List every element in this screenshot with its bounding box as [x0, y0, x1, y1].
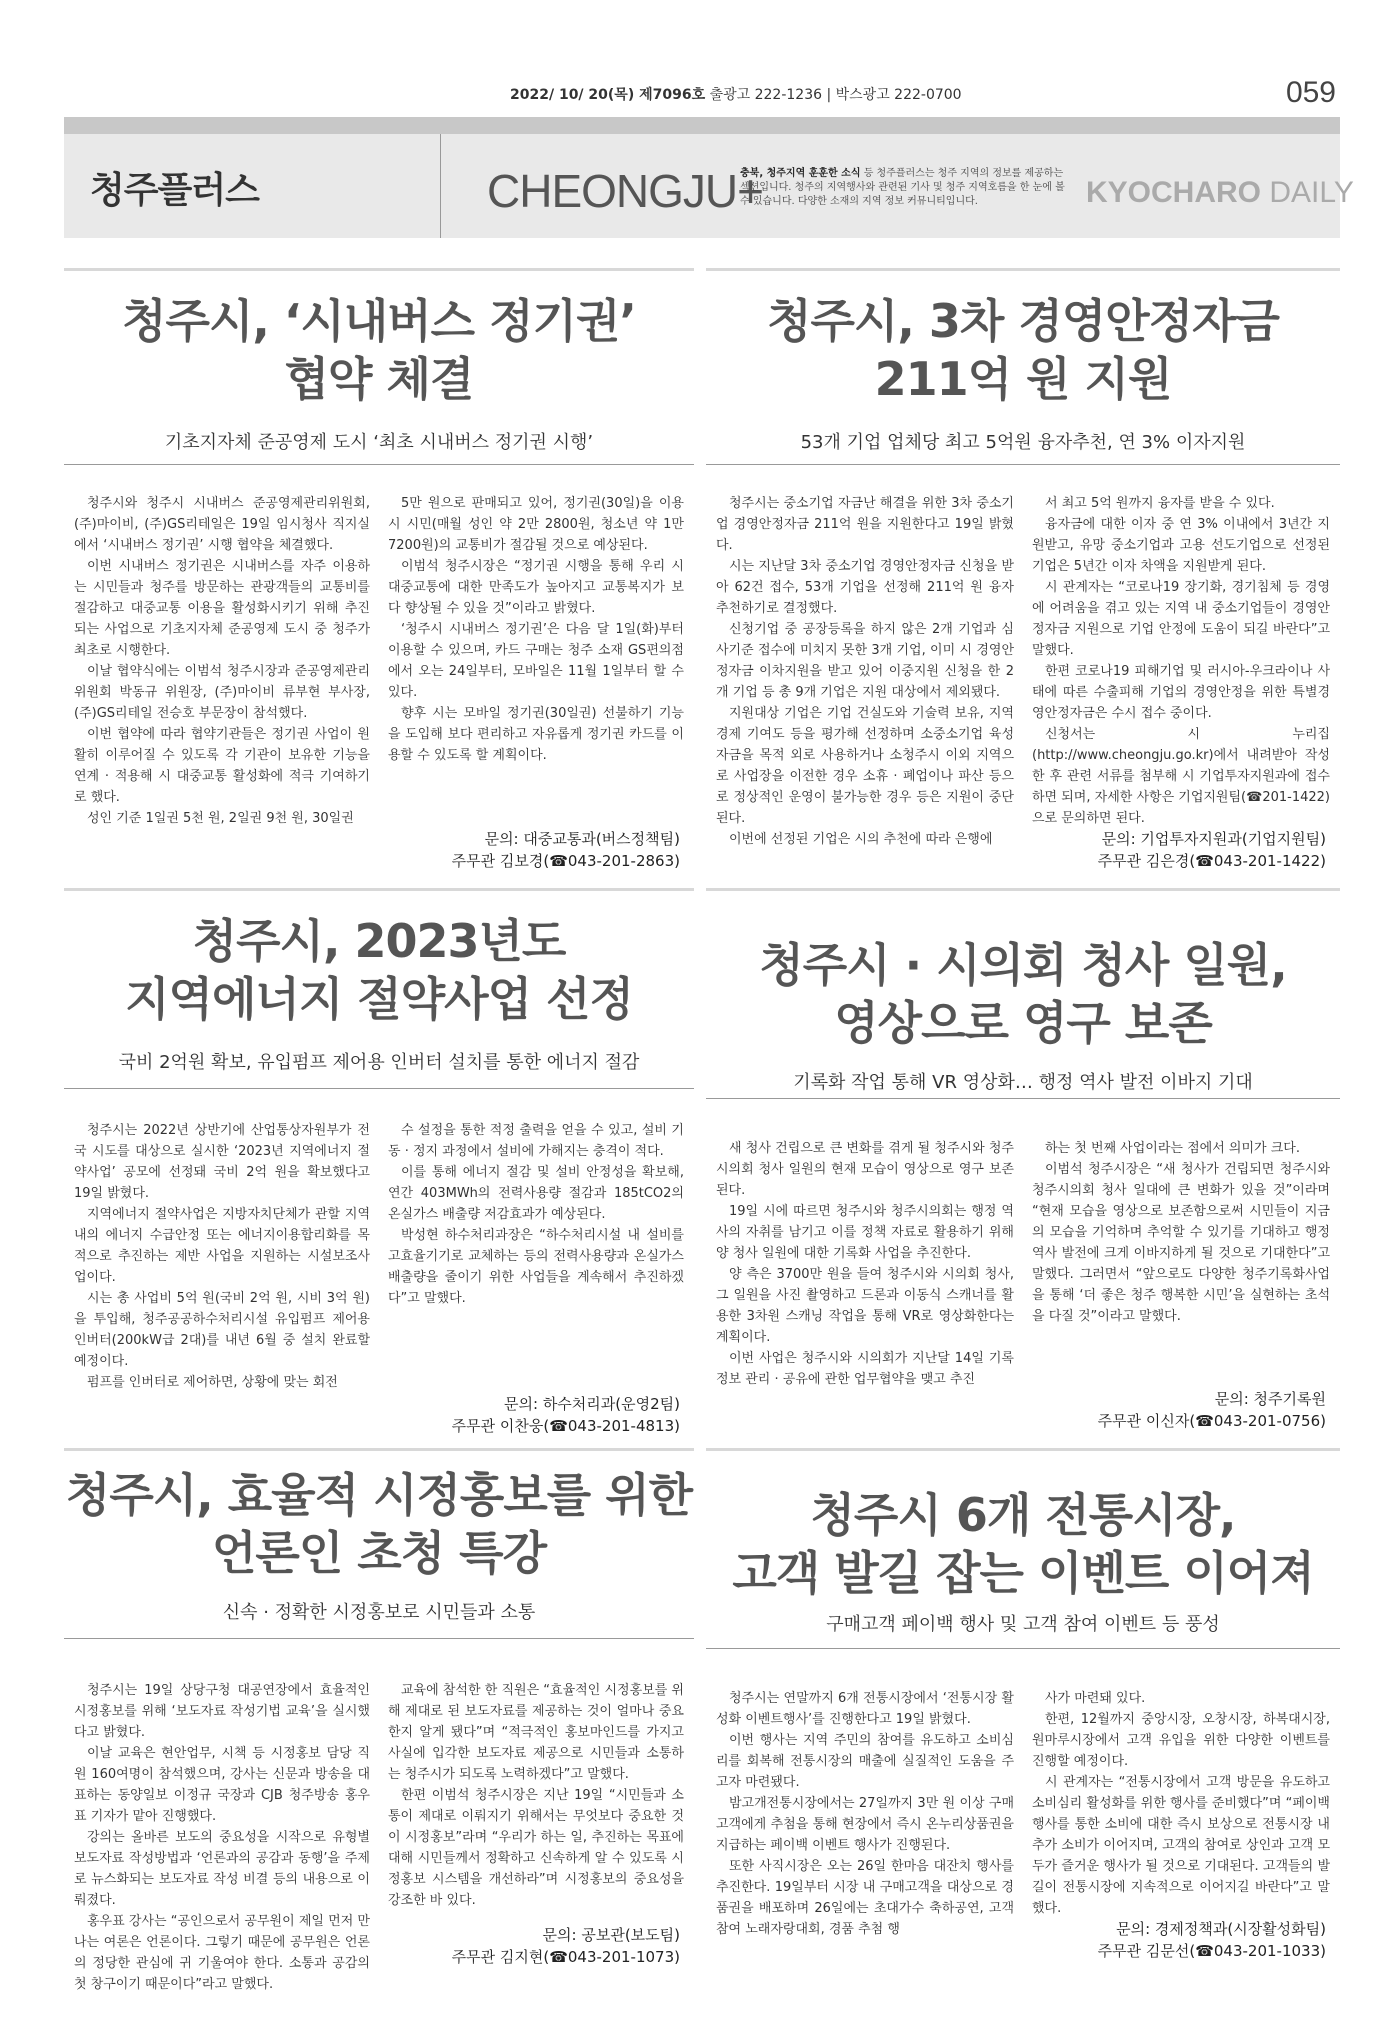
subheadline-divider — [706, 1648, 1340, 1649]
body-paragraph: 펌프를 인버터로 제어하면, 상황에 맞는 회전 — [87, 1375, 338, 1390]
contact-person: 주무관 이신자(☎043-201-0756) — [1097, 1412, 1326, 1430]
body-paragraph: 시는 지난달 3차 중소기업 경영안정자금 신청을 받아 62건 접수, 53개 기업을 선정해 211억 원 융자 추천하기로 결정했다. — [716, 559, 1014, 616]
body-paragraph: 새 청사 건립으로 큰 변화를 겪게 될 청주시와 청주시의회 청사 일원의 현재 모습이 영상으로 영구 보존된다. — [716, 1141, 1014, 1198]
body-paragraph: 청주시는 중소기업 자금난 해결을 위한 3차 중소기업 경영안정자금 211억 원을 지원한다고 19일 밝혔다. — [716, 496, 1014, 553]
subheadline-divider — [64, 1088, 694, 1089]
body-paragraph: 지역에너지 절약사업은 지방자치단체가 관할 지역 내의 에너지 수급안정 또는 에너지이용합리화를 목적으로 추진하는 제반 사업을 지원하는 시설보조사업이다. — [74, 1207, 370, 1285]
body-paragraph: 이를 통해 에너지 절감 및 설비 안정성을 확보해, 연간 403MWh의 전력사용량 절감과 185tCO2의 온실가스 배출량 저감효과가 예상된다. — [388, 1165, 684, 1222]
section-blurb — [740, 167, 1072, 209]
issue-line — [510, 84, 962, 104]
article-subheadline — [64, 428, 694, 454]
article-body — [716, 1138, 1330, 1408]
article-top-rule — [706, 888, 1340, 891]
article-markets — [706, 1448, 1340, 2008]
body-paragraph: 이범석 청주시장은 “새 청사가 건립되면 청주시와 청주시의회 청사 일대에 큰 변화가 있을 것”이라며 “현재 모습을 영상으로 보존함으로써 시민들이 지금의 모습을 기억하며 추억할 수 있기를 기대하고 행정 역사 발전에 크게 이바지하게 될 것으로 기대한다”고 말했다. 그러면서 “앞으로도 다양한 청주기록화사업을 통해 ‘더 좋은 청주 행복한 시민’을 실현하는 초석을 다질 것”이라고 말했다. — [1032, 1162, 1330, 1324]
subheadline-text: 기초지자체 준공영제 도시 ‘최초 시내버스 정기권 시행’ — [164, 432, 594, 453]
article-top-rule — [706, 1448, 1340, 1451]
subheadline-text: 구매고객 페이백 행사 및 고객 참여 이벤트 등 풍성 — [826, 1614, 1220, 1635]
article-body — [716, 493, 1330, 883]
body-paragraph: 향후 시는 모바일 정기권(30일권) 선불하기 기능을 도입해 보다 편리하고 자유롭게 정기권 카드를 이용할 수 있도록 할 계획이다. — [388, 706, 684, 763]
body-paragraph: 이번 사업은 청주시와 시의회가 지난달 14일 기록정보 관리 · 공유에 관한 업무협약을 맺고 추진 — [716, 1351, 1014, 1387]
issue-date: 2022/ 10/ 20(목) 제7096호 — [510, 87, 706, 103]
article-headline — [706, 292, 1340, 408]
contact-person: 주무관 이찬웅(☎043-201-4813) — [451, 1417, 680, 1435]
blurb-text: 등 청주플러스는 청주 지역의 정보를 제공하는 섹션입니다. 청주의 지역행사와 관련된 기사 및 청주 지역호름을 한 눈에 볼 수 있습니다. 다양한 소재의 지역 정보 커뮤니티입니다. — [740, 168, 1065, 207]
body-paragraph: 청주시와 청주시 시내버스 준공영제관리위원회, (주)마이비, (주)GS리테일은 19일 임시청사 직지실에서 ‘시내버스 정기권’ 시행 협약을 체결했다. — [74, 496, 370, 553]
body-paragraph: 신청기업 중 공장등록을 하지 않은 2개 기업과 심사기준 접수에 미치지 못한 3개 기업, 이미 시 경영안정자금 이차지원을 받고 있어 이중지원 신청을 한 2개 기업 등 총 9개 기업은 지원 대상에서 제외됐다. — [716, 622, 1014, 700]
article-headline — [64, 912, 694, 1028]
paper-logo-bold: KYOCHARO — [1086, 176, 1262, 209]
headline-line: 청주시 · 시의회 청사 일원, — [759, 938, 1287, 992]
body-paragraph: 지원대상 기업은 기업 건실도와 기술력 보유, 지역경제 기여도 등을 평가해 선정하며 소중소기업 육성자금을 목적 외로 사용하거나 소청주시 이외 지역으로 사업장을 이전한 경우 소휴 · 폐업이나 파산 등으로 정상적인 운영이 불가능한 경우 등은 지원이 중단된다. — [716, 706, 1014, 826]
body-paragraph: 5만 원으로 판매되고 있어, 정기권(30일)을 이용 시 시민(매월 성인 약 2만 2800원, 청소년 약 1만 7200원)의 교통비가 절감될 것으로 예상된다. — [388, 496, 684, 553]
body-paragraph: 강의는 올바른 보도의 중요성을 시작으로 유형별 보도자료 작성방법과 ‘언론과의 공감과 동행’을 주제로 뉴스화되는 보도자료 작성 비결 등의 내용으로 이뤄졌다. — [74, 1830, 370, 1908]
paper-logo — [1086, 176, 1354, 210]
headline-line: 청주시, ‘시내버스 정기권’ — [122, 294, 636, 348]
article-headline — [706, 1486, 1340, 1602]
body-paragraph: 밤고개전통시장에서는 27일까지 3만 원 이상 구매고객에게 추첨을 통해 현장에서 즉시 온누리상품권을 지급하는 페이백 이벤트 행사가 진행된다. — [716, 1796, 1014, 1853]
body-paragraph: 융자금에 대한 이자 중 연 3% 이내에서 3년간 지원받고, 유망 중소기업과 고용 선도기업으로 선정된 기업은 5년간 이자 차액을 지원받게 된다. — [1032, 517, 1330, 574]
subheadline-text: 국비 2억원 확보, 유입펌프 제어용 인버터 설치를 통한 에너지 절감 — [118, 1052, 640, 1073]
article-subheadline — [64, 1598, 694, 1624]
article-subheadline — [706, 1068, 1340, 1094]
body-column — [388, 1680, 684, 1945]
subheadline-divider — [706, 1098, 1340, 1099]
header-divider — [440, 134, 441, 238]
body-paragraph: 양 측은 3700만 원을 들여 청주시와 시의회 청사, 그 일원을 사진 촬영하고 드론과 이동식 스캐너를 활용한 3차원 스캐닝 작업을 통해 VR로 영상화한다는 계획이다. — [716, 1267, 1014, 1345]
body-paragraph: 이번 행사는 지역 주민의 참여를 유도하고 소비심리를 회복해 전통시장의 매출에 실질적인 도움을 주고자 마련됐다. — [716, 1733, 1014, 1790]
article-press-lecture — [64, 1448, 694, 2008]
contact-department: 문의: 경제정책과(시장활성화팀) — [1116, 1920, 1326, 1938]
body-paragraph: 교육에 참석한 한 직원은 “효율적인 시정홍보를 위해 제대로 된 보도자료를 제공하는 것이 얼마나 중요한지 알게 됐다”며 “적극적인 홍보마인드를 가지고 사실에 입각한 보도자료 제공으로 시민들과 소통하는 청주시가 되도록 노력하겠다”고 말했다. — [388, 1683, 684, 1782]
article-headline — [64, 1466, 694, 1582]
article-stabilization-fund — [706, 268, 1340, 888]
body-column — [716, 1688, 1014, 1938]
body-paragraph: 수 설정을 통한 적정 출력을 얻을 수 있고, 설비 기동 · 정지 과정에서 설비에 가해지는 충격이 적다. — [388, 1123, 684, 1159]
article-top-rule — [64, 888, 694, 891]
contact-department: 문의: 하수처리과(운영2팀) — [504, 1395, 680, 1413]
body-paragraph: 시 관계자는 “전통시장에서 고객 방문을 유도하고 소비심리 활성화를 위한 행사를 준비했다”며 “페이백 행사를 통한 소비에 대한 즉시 보상으로 전통시장 내 추가 소비가 이어지며, 고객의 참여로 상인과 고객 모두가 즐거운 행사가 될 것으로 기대된다. 고객들의 발길이 전통시장에 지속적으로 이어지길 바란다”고 말했다. — [1032, 1775, 1330, 1916]
body-paragraph: 또한 사직시장은 오는 26일 한마음 대잔치 행사를 추진한다. 19일부터 시장 내 구매고객을 대상으로 경품권을 배포하며 26일에는 초대가수 축하공연, 고객 참여 노래자랑대회, 경품 추첨 행 — [716, 1859, 1014, 1937]
article-contact — [1098, 1918, 1326, 1962]
body-paragraph: 한편, 12월까지 중앙시장, 오창시장, 하복대시장, 원마루시장에서 고객 유입을 위한 다양한 이벤트를 진행할 예정이다. — [1032, 1712, 1330, 1769]
page-number: 059 — [1285, 76, 1336, 109]
ad-info: 출광고 222-1236 | 박스광고 222-0700 — [709, 87, 962, 103]
body-column — [716, 1138, 1014, 1408]
body-column — [74, 1120, 370, 1390]
headline-line: 청주시, 효율적 시정홍보를 위한 — [65, 1468, 693, 1522]
body-paragraph: 홍우표 강사는 “공인으로서 공무원이 제일 먼저 만나는 여론은 언론이다. 그렇기 때문에 공무원은 언론의 정당한 관심에 귀 기울여야 한다. 소통과 공감의 첫 창구이기 때문이다”라고 말했다. — [74, 1914, 370, 1992]
contact-person: 주무관 김보경(☎043-201-2863) — [451, 852, 680, 870]
body-paragraph: 박성현 하수처리과장은 “하수처리시설 내 설비를 고효율기기로 교체하는 등의 전력사용량과 온실가스 배출량을 줄이기 위한 사업들을 계속해서 추진하겠다”고 말했다. — [388, 1228, 684, 1306]
subheadline-text: 53개 기업 업체당 최고 5억원 융자추천, 연 3% 이자지원 — [800, 432, 1246, 453]
article-vr-archive — [706, 888, 1340, 1448]
headline-line: 언론인 초청 특강 — [211, 1526, 547, 1580]
subheadline-divider — [64, 464, 694, 465]
article-top-rule — [706, 268, 1340, 271]
body-paragraph: 시 관계자는 “코로나19 장기화, 경기침체 등 경영에 어려움을 겪고 있는 지역 내 중소기업들이 경영안정자금 지원으로 기업 안정에 도움이 되길 바란다”고 말했다. — [1032, 580, 1330, 658]
headline-line: 청주시 6개 전통시장, — [810, 1488, 1236, 1542]
body-paragraph: 한편 코로나19 피해기업 및 러시아-우크라이나 사태에 따른 수출피해 기업의 경영안정을 위한 특별경영안정자금은 수시 접수 중이다. — [1032, 664, 1330, 721]
subheadline-divider — [64, 1638, 694, 1639]
headline-line: 협약 체결 — [284, 352, 474, 406]
body-column — [1032, 493, 1330, 883]
body-column — [716, 493, 1014, 883]
article-subheadline — [64, 1048, 694, 1074]
body-paragraph: 이날 협약식에는 이범석 청주시장과 준공영제관리위원회 박동규 위원장, (주)마이비 류부현 부사장, (주)GS리테일 전승호 부문장이 참석했다. — [74, 664, 370, 721]
body-column — [388, 493, 684, 883]
body-column — [74, 1680, 370, 1992]
contact-person: 주무관 김지현(☎043-201-1073) — [451, 1948, 680, 1966]
body-column — [74, 493, 370, 883]
article-headline — [64, 292, 694, 408]
article-top-rule — [64, 1448, 694, 1451]
body-column — [388, 1120, 684, 1390]
article-contact — [452, 828, 680, 872]
section-brand: CHEONGJU+ — [487, 165, 763, 217]
headline-line: 청주시, 2023년도 — [192, 914, 566, 968]
body-paragraph: 청주시는 2022년 상반기에 산업통상자원부가 전국 시도를 대상으로 실시한 ‘2023년 지역에너지 절약사업’ 공모에 선정돼 국비 2억 원을 확보했다고 19일 밝혔다. — [74, 1123, 370, 1201]
body-paragraph: 신청서는 시 누리집(http://www.cheongju.go.kr)에서 내려받아 작성한 후 관련 서류를 첨부해 시 기업투자지원과에 접수하면 되며, 자세한 사항은 기업지원팀(☎201-1422)으로 문의하면 된다. — [1032, 727, 1330, 826]
contact-department: 문의: 기업투자지원과(기업지원팀) — [1101, 830, 1326, 848]
body-paragraph: 19일 시에 따르면 청주시와 청주시의회는 행정 역사의 자취를 남기고 이를 정책 자료로 활용하기 위해 양 청사 일원에 대한 기록화 사업을 추진한다. — [716, 1204, 1014, 1261]
article-bus-pass — [64, 268, 694, 888]
body-paragraph: 사가 마련돼 있다. — [1045, 1691, 1146, 1706]
headline-line: 청주시, 3차 경영안정자금 — [767, 294, 1279, 348]
contact-person: 주무관 김문선(☎043-201-1033) — [1097, 1942, 1326, 1960]
body-paragraph: ‘청주시 시내버스 정기권’은 다음 달 1일(화)부터 이용할 수 있으며, 카드 구매는 청주 소재 GS편의점에서 오는 24일부터, 모바일은 11월 1일부터 할 수 있다. — [388, 622, 684, 700]
subheadline-text: 기록화 작업 통해 VR 영상화… 행정 역사 발전 이바지 기대 — [793, 1072, 1253, 1093]
contact-person: 주무관 김은경(☎043-201-1422) — [1097, 852, 1326, 870]
article-headline — [706, 936, 1340, 1052]
article-body — [74, 1120, 684, 1390]
body-paragraph: 하는 첫 번째 사업이라는 점에서 의미가 크다. — [1045, 1141, 1300, 1156]
article-subheadline — [706, 1610, 1340, 1636]
subheadline-text: 신속 · 정확한 시정홍보로 시민들과 소통 — [222, 1602, 536, 1623]
subheadline-divider — [706, 464, 1340, 465]
body-column — [1032, 1138, 1330, 1408]
body-paragraph: 성인 기준 1일권 5천 원, 2일권 9천 원, 30일권 — [87, 811, 354, 826]
blurb-lead: 충북, 청주지역 훈훈한 소식 — [740, 168, 861, 179]
contact-department: 문의: 공보관(보도팀) — [542, 1926, 680, 1944]
body-paragraph: 이날 교육은 현안업무, 시책 등 시정홍보 담당 직원 160여명이 참석했으며, 강사는 신문과 방송을 대표하는 동양일보 이정규 국장과 CJB 청주방송 홍우표 기자가 맡아 진행했다. — [74, 1746, 370, 1824]
section-name: 청주플러스 — [90, 170, 259, 211]
headline-line: 211억 원 지원 — [874, 352, 1172, 406]
body-paragraph: 시는 총 사업비 5억 원(국비 2억 원, 시비 3억 원)을 투입해, 청주공공하수처리시설 유입펌프 제어용 인버터(200kW급 2대)를 내년 6월 중 설치 완료할 예정이다. — [74, 1291, 370, 1369]
headline-line: 영상으로 영구 보존 — [834, 996, 1212, 1050]
article-contact — [452, 1924, 680, 1968]
headline-line: 고객 발길 잡는 이벤트 이어져 — [732, 1546, 1314, 1600]
body-column — [1032, 1688, 1330, 1938]
paper-logo-light: DAILY — [1261, 176, 1354, 209]
article-body — [716, 1688, 1330, 1938]
body-paragraph: 이번 시내버스 정기권은 시내버스를 자주 이용하는 시민들과 청주를 방문하는 관광객들의 교통비를 절감하고 대중교통 이용을 활성화시키기 위해 추진되는 사업으로 기초지자체 준공영제 도시 중 청주가 최초로 시행한다. — [74, 559, 370, 658]
article-contact — [1098, 1388, 1326, 1432]
header-band — [64, 117, 1340, 134]
article-energy — [64, 888, 694, 1448]
body-paragraph: 한편 이범석 청주시장은 지난 19일 “시민들과 소통이 제대로 이뤄지기 위해서는 무엇보다 중요한 것이 시정홍보”라며 “우리가 하는 일, 추진하는 목표에 대해 시민들께서 정확하고 신속하게 알 수 있도록 시정홍보 시스템을 개선하라”며 시정홍보의 중요성을 강조한 바 있다. — [388, 1788, 684, 1908]
contact-department: 문의: 대중교통과(버스정책팀) — [484, 830, 680, 848]
body-paragraph: 이번 협약에 따라 협약기관들은 정기권 사업이 원활히 이루어질 수 있도록 각 기관이 보유한 기능을 연계 · 적용해 시 대중교통 활성화에 적극 기여하기로 했다. — [74, 727, 370, 805]
body-paragraph: 청주시는 19일 상당구청 대공연장에서 효율적인 시정홍보를 위해 ‘보도자료 작성기법 교육’을 실시했다고 밝혔다. — [74, 1683, 370, 1740]
article-top-rule — [64, 268, 694, 271]
body-paragraph: 이번에 선정된 기업은 시의 추천에 따라 은행에 — [729, 832, 993, 847]
body-paragraph: 서 최고 5억 원까지 융자를 받을 수 있다. — [1045, 496, 1275, 511]
article-contact — [1098, 828, 1326, 872]
contact-department: 문의: 청주기록원 — [1214, 1390, 1326, 1408]
body-paragraph: 이범석 청주시장은 “정기권 시행을 통해 우리 시 대중교통에 대한 만족도가 높아지고 교통복지가 보다 향상될 수 있을 것”이라고 밝혔다. — [388, 559, 684, 616]
article-contact — [452, 1393, 680, 1437]
headline-line: 지역에너지 절약사업 선정 — [125, 972, 633, 1026]
article-body — [74, 493, 684, 883]
body-paragraph: 청주시는 연말까지 6개 전통시장에서 ‘전통시장 활성화 이벤트행사’를 진행한다고 19일 밝혔다. — [716, 1691, 1014, 1727]
article-subheadline — [706, 428, 1340, 454]
